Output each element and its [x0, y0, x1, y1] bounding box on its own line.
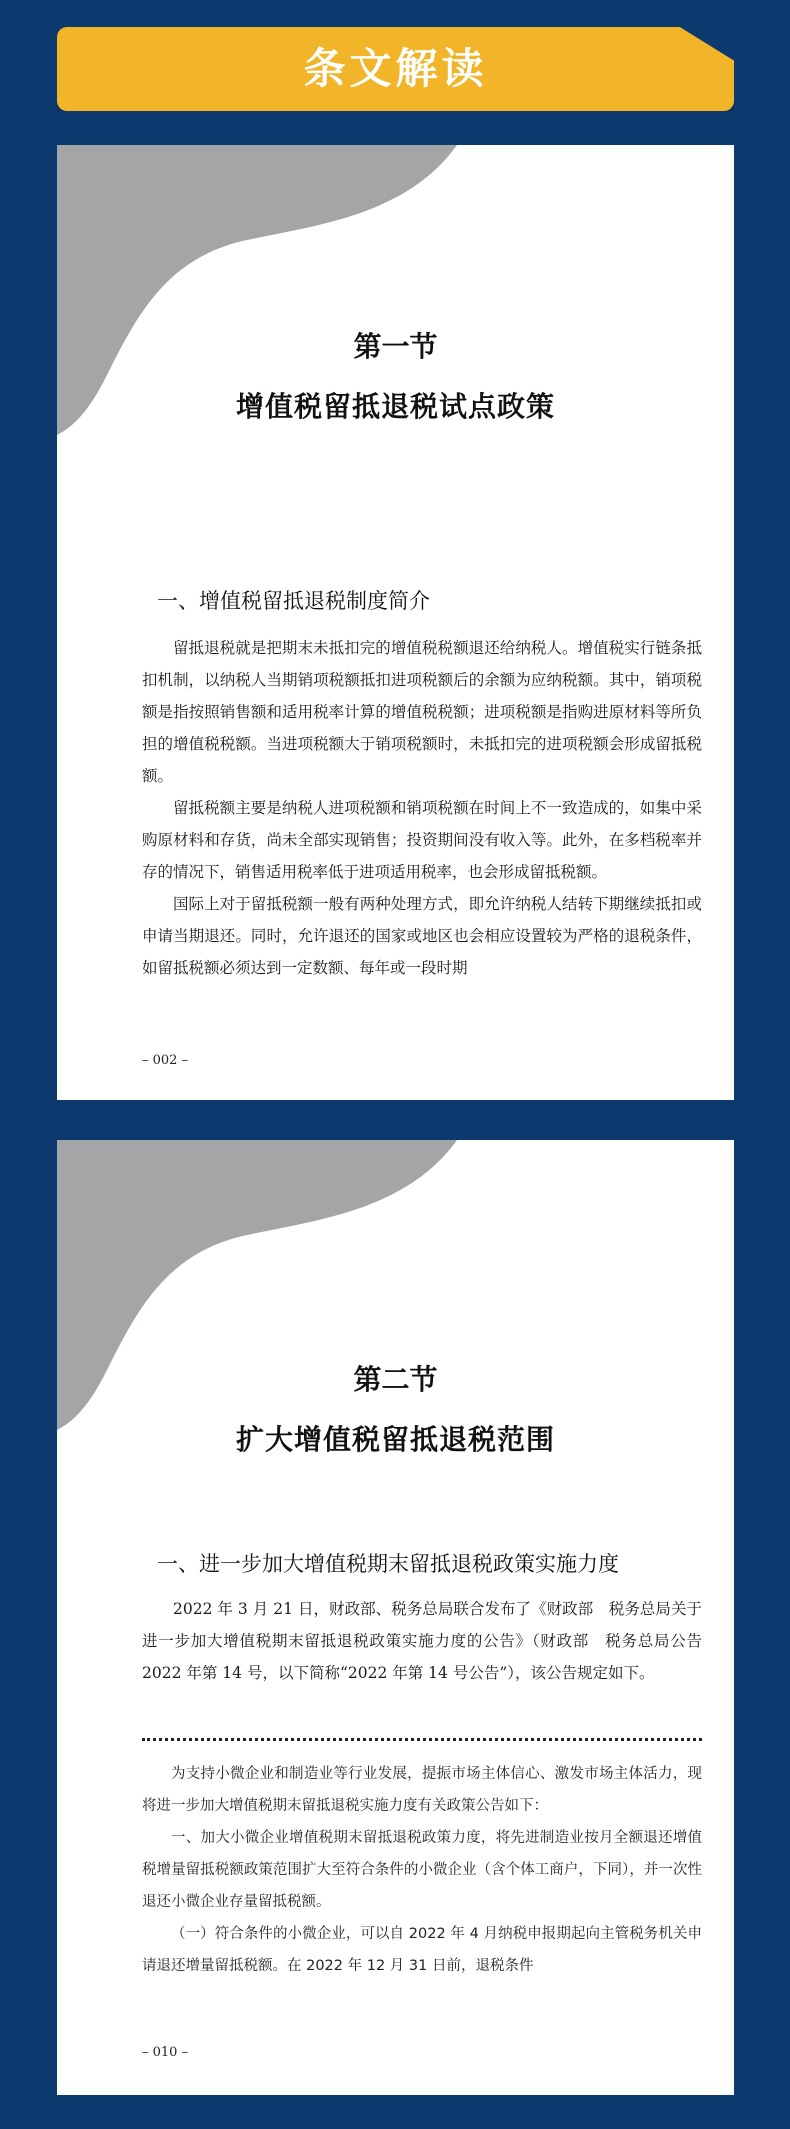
paragraph: 留抵退税就是把期末未抵扣完的增值税税额退还给纳税人。增值税实行链条抵扣机制，以纳税人当期销项税额抵扣进项税额后的余额为应纳税额。其中，销项税额是指按照销售额和适用税率计算的增值税税额；进项税额是指购进原材料等所负担的增值税税额。当进项税额大于销项税额时，未抵扣完的进项税额会形成留抵税额。 [142, 639, 702, 785]
subheading: 一、进一步加大增值税期末留抵退税政策实施力度 [157, 1552, 619, 1576]
section-number: 第一节 [353, 330, 438, 363]
quoted-announcement [142, 1758, 702, 1982]
subheading: 一、增值税留抵退税制度简介 [157, 589, 430, 613]
page-number: – 010 – [142, 2045, 189, 2060]
section-number: 第二节 [353, 1363, 438, 1396]
body-text [142, 632, 702, 984]
dotted-divider [142, 1738, 702, 1741]
body-text [142, 1593, 702, 1689]
section-title: 扩大增值税留抵退税范围 [235, 1423, 555, 1456]
paragraph: 一、加大小微企业增值税期末留抵退税政策力度，将先进制造业按月全额退还增值税增量留抵税额政策范围扩大至符合条件的小微企业（含个体工商户，下同），并一次性退还小微企业存量留抵税额。 [142, 1830, 702, 1910]
section-title: 增值税留抵退税试点政策 [235, 390, 555, 423]
book-page-2 [57, 1140, 734, 2095]
banner-title: 条文解读 [303, 44, 488, 93]
paragraph: 为支持小微企业和制造业等行业发展，提振市场主体信心、激发市场主体活力，现将进一步加大增值税期末留抵退税实施力度有关政策公告如下： [142, 1766, 702, 1814]
book-page-1 [57, 145, 734, 1100]
paragraph: 2022 年 3 月 21 日，财政部、税务总局联合发布了《财政部 税务总局关于进一步加大增值税期末留抵退税政策实施力度的公告》（财政部 税务总局公告 2022 年第 14 号，以下简称“2022 年第 14 号公告”），该公告规定如下。 [142, 1600, 702, 1682]
paragraph: （一）符合条件的小微企业，可以自 2022 年 4 月纳税申报期起向主管税务机关申请退还增量留抵税额。在 2022 年 12 月 31 日前，退税条件 [142, 1926, 702, 1974]
paragraph: 留抵税额主要是纳税人进项税额和销项税额在时间上不一致造成的，如集中采购原材料和存货，尚未全部实现销售；投资期间没有收入等。此外，在多档税率并存的情况下，销售适用税率低于进项适用税率，也会形成留抵税额。 [142, 799, 702, 881]
page-number: – 002 – [142, 1053, 189, 1068]
paragraph: 国际上对于留抵税额一般有两种处理方式，即允许纳税人结转下期继续抵扣或申请当期退还。同时，允许退还的国家或地区也会相应设置较为严格的退税条件，如留抵税额必须达到一定数额、每年或一段时期 [142, 895, 702, 977]
